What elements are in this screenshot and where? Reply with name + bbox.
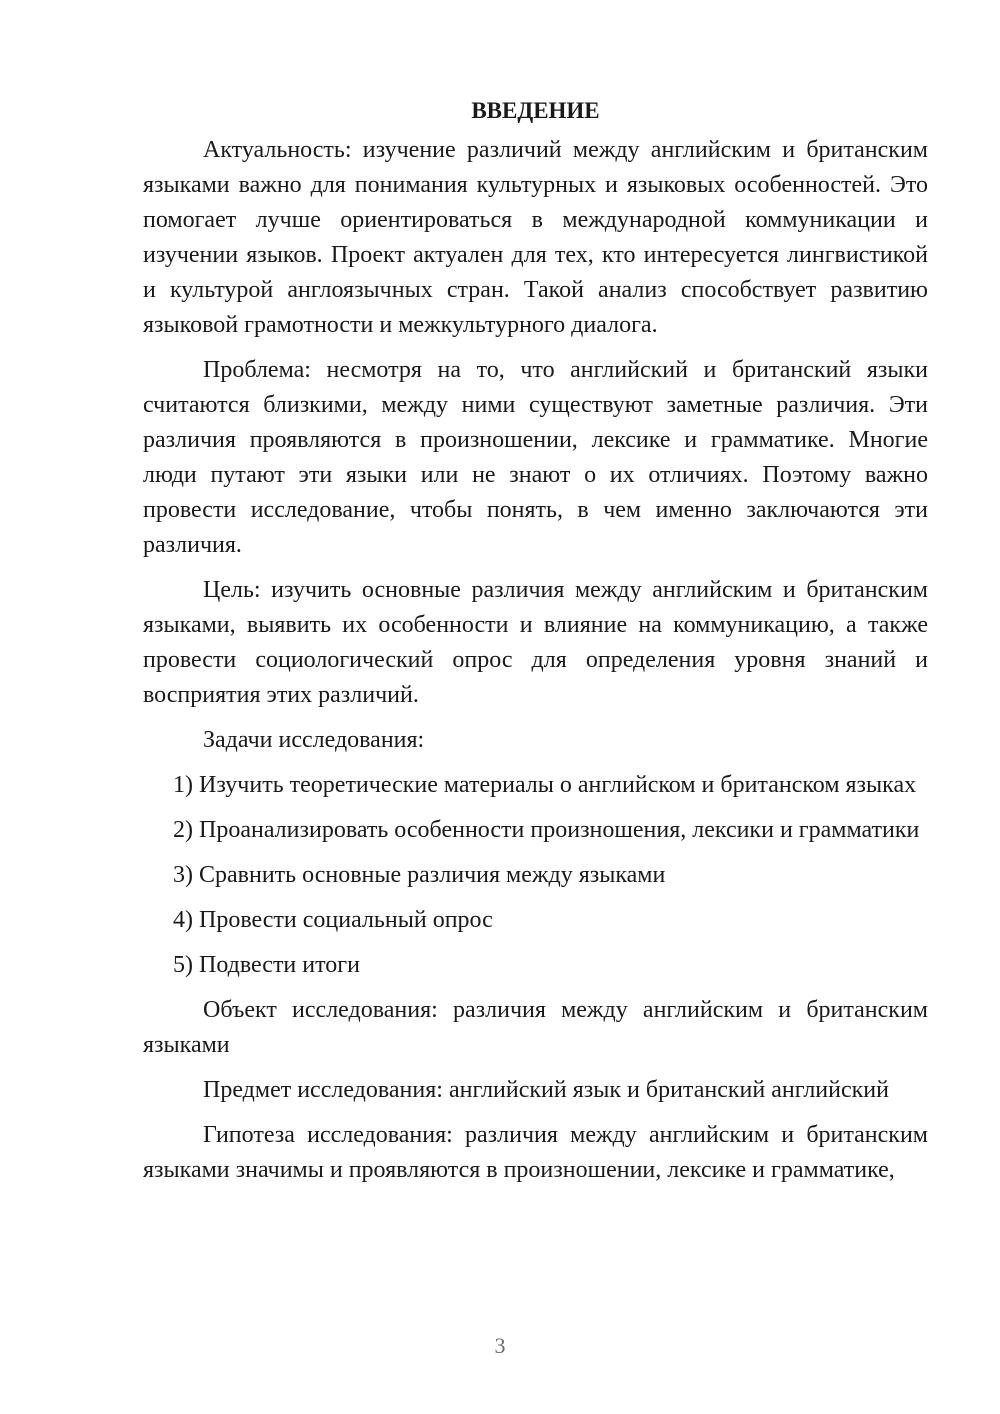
paragraph-hypothesis: Гипотеза исследования: различия между английским и британским языками значимы и проявляются в произношении, лексике и грамматике, [143,1122,928,1183]
task-item-1: 1) Изучить теоретические материалы о английском и британском языках [173,772,917,798]
paragraph-relevance: Актуальность: изучение различий между английским и британским языками важно для понимания культурных и языковых особенностей. Это помогает лучше ориентироваться в международной коммуникации и изучении языков. Проект актуален для тех, кто интересуется лингвистикой и культурой англоязычных стран. Такой анализ способствует развитию языковой грамотности и межкультурного диалога. [143,137,928,338]
paragraph-subject: Предмет исследования: английский язык и британский английский [203,1077,889,1103]
task-item-2: 2) Проанализировать особенности произношения, лексики и грамматики [173,817,920,843]
section-title: ВВЕДЕНИЕ [471,98,600,123]
page-number: 3 [494,1333,506,1358]
paragraph-object: Объект исследования: различия между английским и британским языками [143,997,928,1058]
task-item-3: 3) Сравнить основные различия между языками [173,862,666,888]
task-item-5: 5) Подвести итоги [173,952,360,978]
paragraph-problem: Проблема: несмотря на то, что английский и британский языки считаются близкими, между ними существуют заметные различия. Эти различия проявляются в произношении, лексике и грамматике. Многие люди путают эти языки или не знают о их отличиях. Поэтому важно провести исследование, чтобы понять, в чем именно заключаются эти различия. [143,357,928,558]
task-item-4: 4) Провести социальный опрос [173,907,493,933]
tasks-heading: Задачи исследования: [203,727,425,753]
page-content [143,96,928,1188]
paragraph-goal: Цель: изучить основные различия между английским и британским языками, выявить их особенности и влияние на коммуникацию, а также провести социологический опрос для определения уровня знаний и восприятия этих различий. [143,577,928,708]
